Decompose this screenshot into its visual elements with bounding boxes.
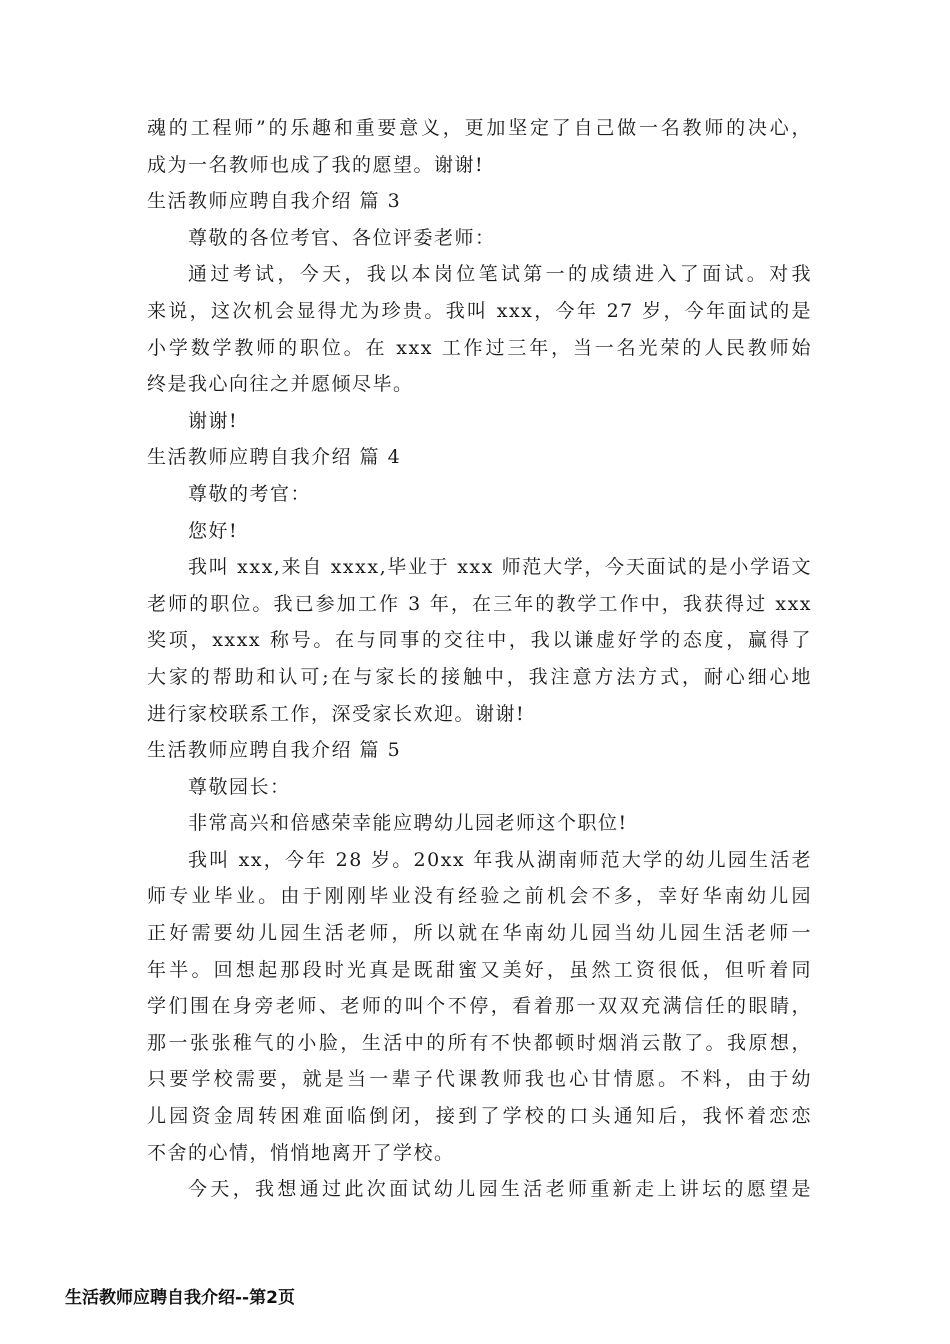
text-line: 小学数学教师的职位。在 xxx 工作过三年，当一名光荣的人民教师始 (147, 336, 812, 359)
text-line: 通过考试，今天，我以本岗位笔试第一的成绩进入了面试。对我 (188, 263, 812, 286)
text-line: 您好! (188, 519, 239, 542)
text-line: 我叫 xx，今年 28 岁。20xx 年我从湖南师范大学的幼儿园生活老 (188, 848, 812, 871)
text-line: 进行家校联系工作，深受家长欢迎。谢谢! (147, 702, 526, 725)
text-line: 师专业毕业。由于刚刚毕业没有经验之前机会不多，幸好华南幼儿园 (147, 885, 812, 908)
text-line: 来说，这次机会显得尤为珍贵。我叫 xxx，今年 27 岁，今年面试的是 (147, 299, 812, 322)
text-line: 年半。回想起那段时光真是既甜蜜又美好，虽然工资很低，但听着同 (147, 958, 812, 981)
text-line: 只要学校需要，就是当一辈子代课教师我也心甘情愿。不料，由于幼 (147, 1068, 812, 1091)
text-line: 不舍的心情，悄悄地离开了学校。 (147, 1141, 455, 1164)
text-line: 大家的帮助和认可;在与家长的接触中，我注意方法方式，耐心细心地 (147, 665, 812, 688)
page-footer: 生活教师应聘自我介绍--第2页 (65, 1288, 295, 1308)
text-line: 学们围在身旁老师、老师的叫个不停，看着那一双双充满信任的眼睛， (147, 995, 812, 1018)
text-line: 今天，我想通过此次面试幼儿园生活老师重新走上讲坛的愿望是 (188, 1178, 812, 1201)
text-line: 生活教师应聘自我介绍 篇 3 (147, 190, 402, 213)
text-line: 非常高兴和倍感荣幸能应聘幼儿园老师这个职位! (188, 812, 628, 835)
text-line: 成为一名教师也成了我的愿望。谢谢! (147, 153, 485, 176)
text-line: 谢谢! (188, 409, 239, 432)
text-line: 魂的工程师”的乐趣和重要意义，更加坚定了自己做一名教师的决心， (147, 117, 812, 139)
text-line: 那一张张稚气的小脸，生活中的所有不快都顿时烟消云散了。我原想， (147, 1031, 812, 1054)
text-line: 奖项，xxxx 称号。在与同事的交往中，我以谦虚好学的态度，赢得了 (147, 629, 812, 652)
text-line: 我叫 xxx,来自 xxxx,毕业于 xxx 师范大学，今天面试的是小学语文 (188, 556, 812, 579)
text-line: 尊敬园长： (188, 775, 291, 798)
text-line: 生活教师应聘自我介绍 篇 5 (147, 739, 402, 762)
document-body (147, 110, 812, 1208)
text-line: 生活教师应聘自我介绍 篇 4 (147, 446, 402, 469)
text-line: 正好需要幼儿园生活老师，所以就在华南幼儿园当幼儿园生活老师一 (147, 922, 812, 945)
text-line: 尊敬的各位考官、各位评委老师： (188, 226, 496, 249)
text-line: 老师的职位。我已参加工作 3 年，在三年的教学工作中，我获得过 xxx (147, 592, 812, 615)
text-line: 尊敬的考官： (188, 482, 312, 505)
text-line: 儿园资金周转困难面临倒闭，接到了学校的口头通知后，我怀着恋恋 (147, 1105, 812, 1128)
text-line: 终是我心向往之并愿倾尽毕。 (147, 373, 414, 396)
